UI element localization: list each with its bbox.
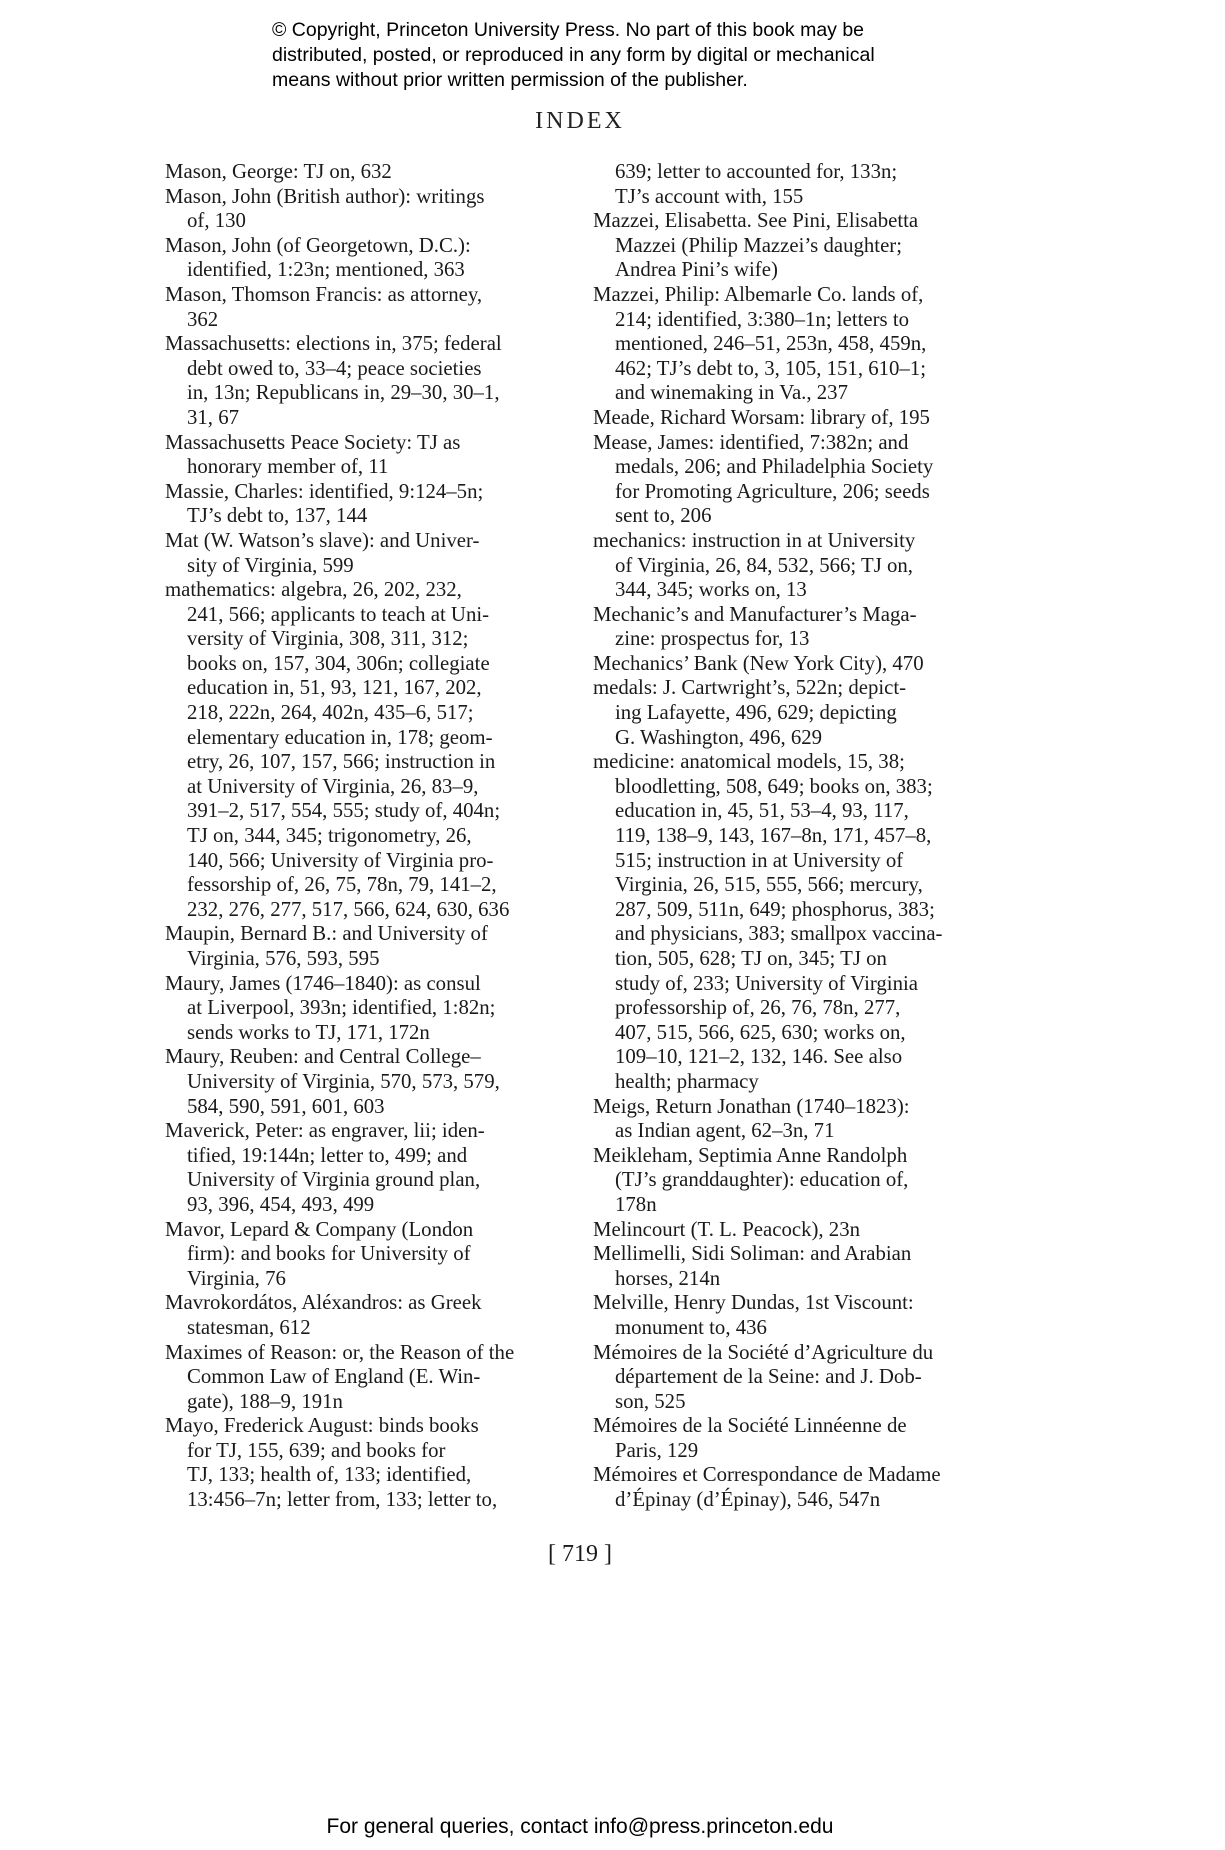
- index-line: Mease, James: identified, 7:382n; and: [593, 430, 909, 454]
- index-line: Massachusetts Peace Society: TJ as: [165, 430, 461, 454]
- index-line: G. Washington, 496, 629: [615, 725, 823, 749]
- index-line: 31, 67: [187, 405, 239, 429]
- copyright-notice: [272, 18, 1032, 93]
- index-line: versity of Virginia, 308, 311, 312;: [187, 627, 469, 651]
- index-line: Mellimelli, Sidi Soliman: and Arabian: [593, 1242, 912, 1266]
- index-line: Mat (W. Watson’s slave): and Univer-: [165, 528, 480, 552]
- index-line: Maupin, Bernard B.: and University of: [165, 922, 488, 946]
- index-line: 109–10, 121–2, 132, 146. See also: [615, 1045, 903, 1069]
- copyright-line: means without prior written permission of the publisher.: [272, 69, 748, 91]
- index-column-left: [165, 160, 585, 1513]
- index-line: 287, 509, 511n, 649; phosphorus, 383;: [615, 897, 935, 921]
- index-line: mentioned, 246–51, 253n, 458, 459n,: [615, 332, 927, 356]
- index-line: Mémoires de la Société d’Agriculture du: [593, 1340, 934, 1364]
- index-line: 515; instruction in at University of: [615, 848, 904, 872]
- index-line: 178n: [615, 1192, 657, 1216]
- index-line: firm): and books for University of: [187, 1242, 471, 1266]
- index-line: Maximes of Reason: or, the Reason of the: [165, 1340, 515, 1364]
- index-line: of, 130: [187, 209, 246, 233]
- copyright-line: distributed, posted, or reproduced in any form by digital or mechanical: [272, 44, 875, 66]
- index-line: Meikleham, Septimia Anne Randolph: [593, 1143, 908, 1167]
- index-line: 119, 138–9, 143, 167–8n, 171, 457–8,: [615, 824, 932, 848]
- index-line: for Promoting Agriculture, 206; seeds: [615, 479, 930, 503]
- index-line: Mazzei, Philip: Albemarle Co. lands of,: [593, 282, 924, 306]
- index-line: Melincourt (T. L. Peacock), 23n: [593, 1217, 860, 1241]
- index-line: (TJ’s granddaughter): education of,: [615, 1168, 909, 1192]
- index-column-right: [593, 160, 1013, 1513]
- index-line: Massie, Charles: identified, 9:124–5n;: [165, 479, 484, 503]
- index-line: Mazzei (Philip Mazzei’s daughter;: [615, 233, 903, 257]
- index-line: Mason, Thomson Francis: as attorney,: [165, 282, 483, 306]
- index-line: zine: prospectus for, 13: [615, 627, 810, 651]
- index-line: 639; letter to accounted for, 133n;: [615, 160, 898, 183]
- index-line: Virginia, 576, 593, 595: [187, 947, 380, 970]
- index-line: Meigs, Return Jonathan (1740–1823):: [593, 1094, 910, 1118]
- index-line: Mayo, Frederick August: binds books: [165, 1414, 479, 1438]
- copyright-line: © Copyright, Princeton University Press. No part of this book may be: [272, 19, 865, 41]
- index-line: Maury, James (1746–1840): as consul: [165, 971, 481, 995]
- index-line: 232, 276, 277, 517, 566, 624, 630, 636: [187, 897, 510, 921]
- index-line: education in, 51, 93, 121, 167, 202,: [187, 676, 482, 700]
- index-line: son, 525: [615, 1389, 686, 1413]
- index-line: statesman, 612: [187, 1315, 311, 1339]
- index-line: at University of Virginia, 26, 83–9,: [187, 774, 479, 798]
- index-line: bloodletting, 508, 649; books on, 383;: [615, 774, 933, 798]
- index-line: Mémoires et Correspondance de Madame: [593, 1463, 941, 1487]
- index-line: medicine: anatomical models, 15, 38;: [593, 750, 905, 774]
- index-line: University of Virginia, 570, 573, 579,: [187, 1069, 500, 1093]
- index-line: Massachusetts: elections in, 375; federal: [165, 332, 502, 356]
- index-line: 391–2, 517, 554, 555; study of, 404n;: [187, 799, 501, 823]
- index-line: 93, 396, 454, 493, 499: [187, 1192, 375, 1216]
- index-line: and physicians, 383; smallpox vaccina-: [615, 922, 943, 946]
- index-line: 407, 515, 566, 625, 630; works on,: [615, 1020, 906, 1044]
- page-number: [ 719 ]: [548, 1541, 612, 1567]
- index-line: 344, 345; works on, 13: [615, 578, 807, 602]
- index-line: Virginia, 26, 515, 555, 566; mercury,: [615, 873, 923, 897]
- page-heading: INDEX: [535, 108, 625, 134]
- index-line: Mavor, Lepard & Company (London: [165, 1217, 474, 1241]
- index-line: for TJ, 155, 639; and books for: [187, 1438, 446, 1462]
- index-line: tified, 19:144n; letter to, 499; and: [187, 1143, 468, 1167]
- index-line: 241, 566; applicants to teach at Uni-: [187, 602, 490, 626]
- index-line: d’Épinay (d’Épinay), 546, 547n: [615, 1488, 881, 1512]
- index-line: Andrea Pini’s wife): [615, 258, 778, 282]
- index-line: as Indian agent, 62–3n, 71: [615, 1119, 835, 1143]
- index-line: 462; TJ’s debt to, 3, 105, 151, 610–1;: [615, 356, 926, 380]
- index-line: département de la Seine: and J. Dob-: [615, 1365, 922, 1389]
- index-line: sity of Virginia, 599: [187, 553, 354, 577]
- index-line: mathematics: algebra, 26, 202, 232,: [165, 578, 462, 602]
- index-line: 218, 222n, 264, 402n, 435–6, 517;: [187, 701, 474, 725]
- index-line: of Virginia, 26, 84, 532, 566; TJ on,: [615, 553, 914, 577]
- index-line: study of, 233; University of Virginia: [615, 971, 918, 995]
- index-line: elementary education in, 178; geom-: [187, 725, 493, 749]
- index-line: TJ on, 344, 345; trigonometry, 26,: [187, 824, 472, 848]
- index-line: medals: J. Cartwright’s, 522n; depict-: [593, 676, 907, 700]
- index-line: Paris, 129: [615, 1438, 699, 1462]
- index-line: Mason, John (of Georgetown, D.C.):: [165, 233, 471, 257]
- index-line: health; pharmacy: [615, 1069, 759, 1093]
- index-line: honorary member of, 11: [187, 455, 389, 479]
- index-line: TJ’s account with, 155: [615, 184, 804, 208]
- index-line: ing Lafayette, 496, 629; depicting: [615, 701, 897, 725]
- index-line: identified, 1:23n; mentioned, 363: [187, 258, 465, 282]
- index-line: in, 13n; Republicans in, 29–30, 30–1,: [187, 381, 500, 405]
- index-line: Mémoires de la Société Linnéenne de: [593, 1414, 907, 1438]
- index-line: TJ, 133; health of, 133; identified,: [187, 1463, 472, 1487]
- index-line: Maury, Reuben: and Central College–: [165, 1045, 481, 1069]
- index-line: 13:456–7n; letter from, 133; letter to,: [187, 1488, 498, 1512]
- index-line: Mechanic’s and Manufacturer’s Maga-: [593, 602, 917, 626]
- index-line: at Liverpool, 393n; identified, 1:82n;: [187, 996, 496, 1020]
- index-line: etry, 26, 107, 157, 566; instruction in: [187, 750, 496, 774]
- index-line: 214; identified, 3:380–1n; letters to: [615, 307, 909, 331]
- index-line: Mason, John (British author): writings: [165, 184, 485, 208]
- contact-footer: For general queries, contact info@press.princeton.edu: [326, 1815, 834, 1838]
- index-line: debt owed to, 33–4; peace societies: [187, 356, 482, 380]
- index-line: and winemaking in Va., 237: [615, 381, 848, 405]
- index-line: gate), 188–9, 191n: [187, 1389, 343, 1413]
- index-line: books on, 157, 304, 306n; collegiate: [187, 651, 490, 675]
- index-line: sent to, 206: [615, 504, 712, 528]
- index-line: Mechanics’ Bank (New York City), 470: [593, 651, 924, 675]
- index-line: Meade, Richard Worsam: library of, 195: [593, 405, 930, 429]
- index-line: Mason, George: TJ on, 632: [165, 160, 392, 183]
- index-line: tion, 505, 628; TJ on, 345; TJ on: [615, 947, 887, 970]
- index-line: Mazzei, Elisabetta. See Pini, Elisabetta: [593, 209, 919, 233]
- index-line: 584, 590, 591, 601, 603: [187, 1094, 385, 1118]
- index-line: monument to, 436: [615, 1315, 767, 1339]
- index-line: Common Law of England (E. Win-: [187, 1365, 481, 1389]
- index-line: Virginia, 76: [187, 1266, 286, 1290]
- index-line: Mavrokordátos, Aléxandros: as Greek: [165, 1291, 482, 1315]
- index-line: mechanics: instruction in at University: [593, 528, 916, 552]
- index-line: University of Virginia ground plan,: [187, 1168, 481, 1192]
- index-line: sends works to TJ, 171, 172n: [187, 1020, 430, 1044]
- index-line: Maverick, Peter: as engraver, lii; iden-: [165, 1119, 485, 1143]
- index-line: medals, 206; and Philadelphia Society: [615, 455, 934, 479]
- index-line: professorship of, 26, 76, 78n, 277,: [615, 996, 901, 1020]
- index-line: 140, 566; University of Virginia pro-: [187, 848, 494, 872]
- index-line: Melville, Henry Dundas, 1st Viscount:: [593, 1291, 914, 1315]
- index-line: fessorship of, 26, 75, 78n, 79, 141–2,: [187, 873, 497, 897]
- index-line: education in, 45, 51, 53–4, 93, 117,: [615, 799, 909, 823]
- index-line: horses, 214n: [615, 1266, 721, 1290]
- index-line: TJ’s debt to, 137, 144: [187, 504, 368, 528]
- index-line: 362: [187, 307, 219, 331]
